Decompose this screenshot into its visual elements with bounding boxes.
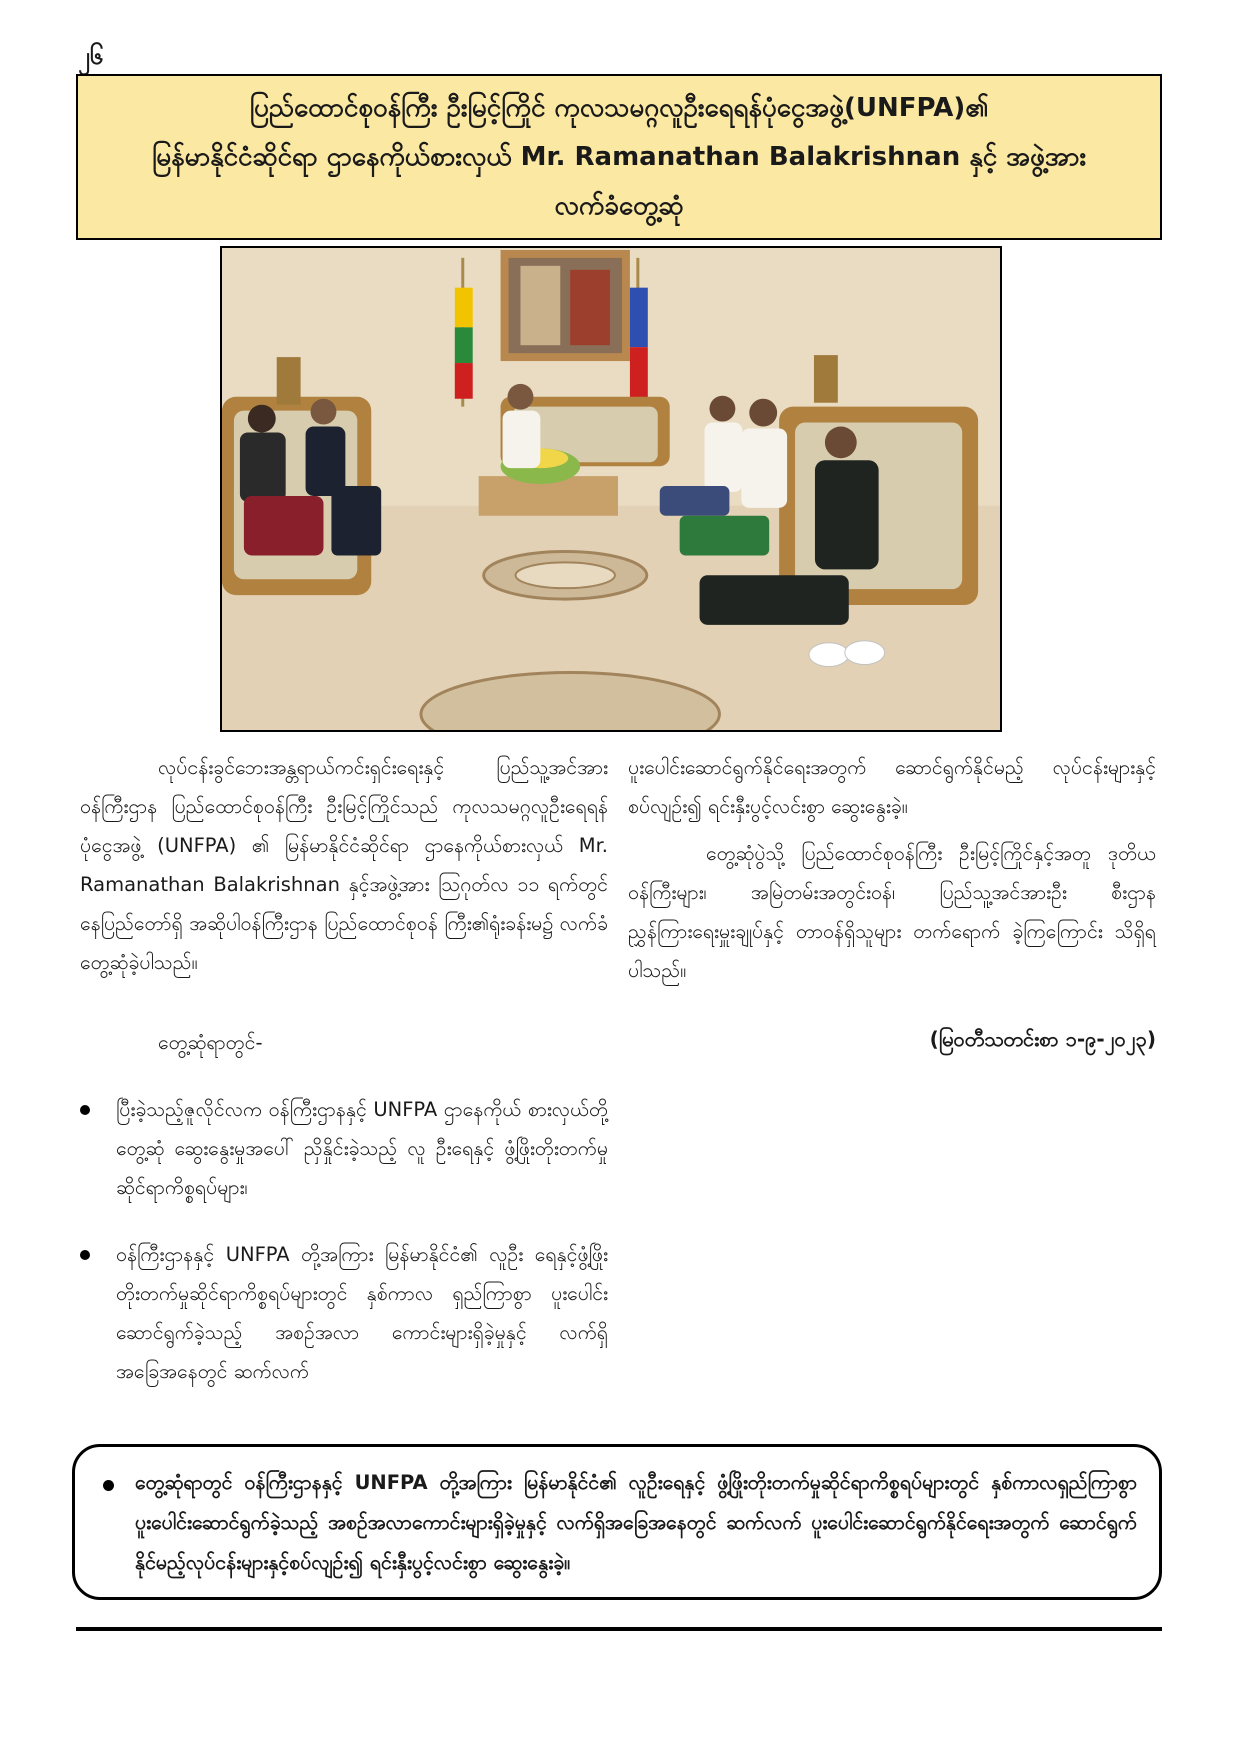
summary-text: တွေ့ဆုံရာတွင် ဝန်ကြီးဌာနနှင့် UNFPA တို့အကြား မြန်မာနိုင်ငံ၏ လူဦးရေနှင့် ဖွံ့ဖြိုးတိုးတက်မှုဆိုင်ရာကိစ္စရပ်များတွင် နှစ်ကာလရှည်ကြာစွာ ပူးပေါင်းဆောင်ရွက်ခဲ့သည့် အစဉ်အလာကောင်းများရှိခဲ့မှုနှင့် လက်ရှိအခြေအနေတွင် ဆက်လက် ပူးပေါင်းဆောင်ရွက်နိုင်ရေးအတွက် ဆောင်ရွက်နိုင်မည့်လုပ်ငန်းများနှင့်စပ်လျဉ်း၍ ရင်းနှီးပွင့်လင်းစွာ ဆွေးနွေးခဲ့။	[135, 1471, 1137, 1574]
bullet-icon	[80, 1105, 90, 1115]
left-column	[80, 748, 608, 1419]
bullet-text: ဝန်ကြီးဌာနနှင့် UNFPA တို့အကြား မြန်မာနိုင်ငံ၏ လူဦး ရေနှင့်ဖွံ့ဖြိုးတိုးတက်မှုဆိုင်ရာကိစ္စရပ်များတွင် နှစ်ကာလ ရှည်ကြာစွာ ပူးပေါင်းဆောင်ရွက်ခဲ့သည့် အစဉ်အလာ ကောင်းများရှိခဲ့မှုနှင့် လက်ရှိအခြေအနေတွင် ဆက်လက်	[116, 1243, 608, 1383]
discussion-intro: တွေ့ဆုံရာတွင်-	[158, 1031, 263, 1054]
continuation-paragraph: ပူးပေါင်းဆောင်ရွက်နိုင်ရေးအတွက် ဆောင်ရွက်နိုင်မည့် လုပ်ငန်းများနှင့်စပ်လျဉ်း၍ ရင်းနှီးပွင့်လင်းစွာ ဆွေးနွေးခဲ့။	[628, 756, 1156, 818]
source-citation: (မြဝတီသတင်းစာ ၁-၉-၂၀၂၃)	[929, 1027, 1156, 1051]
title-box	[76, 74, 1162, 240]
title-line-2: မြန်မာနိုင်ငံဆိုင်ရာ ဌာနေကိုယ်စားလှယ် Mr. Ramanathan Balakrishnan နှင့် အဖွဲ့အား	[151, 141, 1087, 172]
right-column	[628, 748, 1156, 1059]
summary-box	[72, 1444, 1162, 1600]
bottom-divider	[76, 1627, 1162, 1631]
list-item	[80, 1090, 608, 1207]
attendees-paragraph: တွေ့ဆုံပွဲသို့ ပြည်ထောင်စုဝန်ကြီး ဦးမြင့်ကြိုင်နှင့်အတူ ဒုတိယဝန်ကြီးများ၊ အမြဲတမ်းအတွင်းဝန်၊ ပြည်သူ့အင်အားဦး စီးဌာန ညွှန်ကြားရေးမှူးချုပ်နှင့် တာဝန်ရှိသူများ တက်ရောက် ခဲ့ကြကြောင်း သိရှိရပါသည်။	[628, 842, 1156, 982]
list-item	[80, 1235, 608, 1391]
bullet-text: ပြီးခဲ့သည့်ဇူလိုင်လက ဝန်ကြီးဌာနနှင့် UNFPA ဌာနေကိုယ် စားလှယ်တို့ တွေ့ဆုံ ဆွေးနွေးမှုအပေါ် ညှိနှိုင်းခဲ့သည့် လူ ဦးရေနှင့် ဖွံ့ဖြိုးတိုးတက်မှုဆိုင်ရာကိစ္စရပ်များ၊	[116, 1098, 608, 1199]
meeting-photo	[220, 246, 1002, 732]
title-line-1: ပြည်ထောင်စုဝန်ကြီး ဦးမြင့်ကြိုင် ကုလသမဂ္ဂလူဦးရေရန်ပုံငွေအဖွဲ့(UNFPA)၏	[249, 92, 989, 123]
bullet-icon	[103, 1480, 114, 1491]
title-line-3: လက်ခံတွေ့ဆုံ	[554, 190, 684, 221]
discussion-points	[80, 1090, 608, 1391]
page-number: ၂၆	[78, 42, 104, 70]
meeting-photo-illustration	[222, 248, 1000, 730]
intro-paragraph: လုပ်ငန်းခွင်ဘေးအန္တရာယ်ကင်းရှင်းရေးနှင့် ပြည်သူ့အင်အားဝန်ကြီးဌာန ပြည်ထောင်စုဝန်ကြီး ဦးမြင့်ကြိုင်သည် ကုလသမဂ္ဂလူဦးရေရန် ပုံငွေအဖွဲ့ (UNFPA) ၏ မြန်မာနိုင်ငံဆိုင်ရာ ဌာနေကိုယ်စားလှယ် Mr. Ramanathan Balakrishnan နှင့်အဖွဲ့အား ဩဂုတ်လ ၁၁ ရက်တွင် နေပြည်တော်ရှိ အဆိုပါဝန်ကြီးဌာန ပြည်ထောင်စုဝန် ကြီး၏ရုံးခန်းမ၌ လက်ခံတွေ့ဆုံခဲ့ပါသည်။	[80, 756, 608, 974]
bullet-icon	[80, 1250, 90, 1260]
